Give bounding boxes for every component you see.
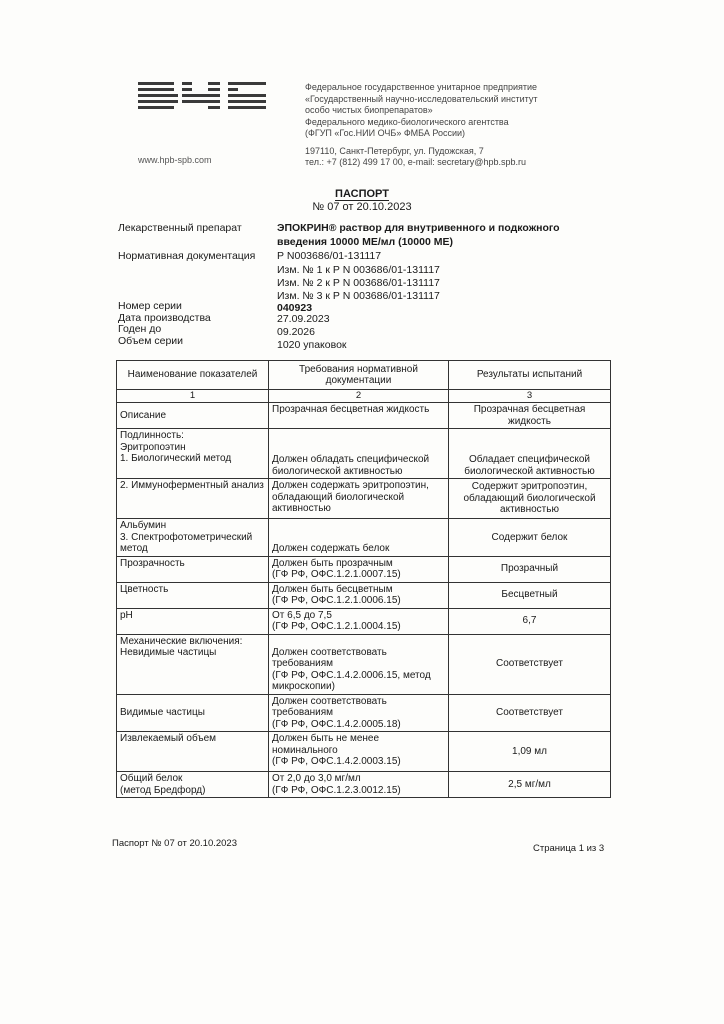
requirement-cell: Должен обладать специфической биологической активностью — [269, 429, 449, 479]
footer-page-number: Страница 1 из 3 — [533, 843, 605, 854]
column-header-indicator: Наименование показателей — [117, 361, 269, 390]
indicator-cell: Описание — [117, 403, 269, 429]
address-line: 197110, Санкт-Петербург, ул. Пудожская, 7 — [305, 146, 484, 156]
requirement-cell: От 6,5 до 7,5 (ГФ РФ, ОФС.1.2.1.0004.15) — [269, 608, 449, 634]
table-row — [117, 732, 611, 772]
table-row — [117, 634, 611, 694]
normdoc-line4: Изм. № 3 к Р N 003686/01-131117 — [277, 290, 440, 302]
column-number: 2 — [269, 390, 449, 403]
document-title — [0, 188, 724, 200]
table-row — [117, 608, 611, 634]
result-cell: Содержит белок — [449, 519, 611, 557]
indicator-cell: Подлинность: Эритропоэтин 1. Биологический метод — [117, 429, 269, 479]
batch-volume-value: 1020 упаковок — [277, 339, 347, 351]
indicator-cell: pH — [117, 608, 269, 634]
indicator-cell: Механические включения: Невидимые частицы — [117, 634, 269, 694]
result-cell: Обладает специфической биологической активностью — [449, 429, 611, 479]
result-cell: Соответствует — [449, 694, 611, 732]
indicator-cell: Видимые частицы — [117, 694, 269, 732]
column-number: 3 — [449, 390, 611, 403]
normdoc-label: Нормативная документация — [118, 250, 256, 262]
drug-value-line1: ЭПОКРИН® раствор для внутривенного и подкожного — [277, 222, 560, 234]
normdoc-line3: Изм. № 2 к Р N 003686/01-131117 — [277, 277, 440, 289]
series-label: Номер серии — [118, 300, 182, 312]
institute-logo — [138, 80, 266, 114]
requirement-cell: Должен быть бесцветным (ГФ РФ, ОФС.1.2.1.0006.15) — [269, 582, 449, 608]
document-subtitle: № 07 от 20.10.2023 — [312, 201, 412, 213]
production-date-label: Дата производства — [118, 312, 211, 324]
test-results-table — [116, 360, 611, 798]
result-cell: Бесцветный — [449, 582, 611, 608]
result-cell: 2,5 мг/мл — [449, 772, 611, 798]
normdoc-line1: Р N003686/01-131117 — [277, 250, 382, 262]
organization-address — [305, 146, 526, 168]
column-header-results: Результаты испытаний — [449, 361, 611, 390]
footer-passport-ref: Паспорт № 07 от 20.10.2023 — [112, 838, 238, 849]
table-row — [117, 556, 611, 582]
indicator-cell: Общий белок (метод Бредфорд) — [117, 772, 269, 798]
drug-label: Лекарственный препарат — [118, 222, 242, 234]
result-cell: Прозрачный — [449, 556, 611, 582]
indicator-cell: 2. Иммуноферментный анализ — [117, 479, 269, 519]
indicator-cell: Извлекаемый объем — [117, 732, 269, 772]
column-number-row — [117, 390, 611, 403]
table-row — [117, 429, 611, 479]
production-date-value: 27.09.2023 — [277, 313, 330, 325]
organization-name: Федеральное государственное унитарное предприятие «Государственный научно-исследовательский институт особо чистых биопрепаратов» Федерального медико-биологического агентства (ФГУП «Гос.НИИ ОЧБ» ФМБА России) — [305, 82, 538, 138]
table-row — [117, 479, 611, 519]
normdoc-line2: Изм. № 1 к Р N 003686/01-131117 — [277, 264, 440, 276]
indicator-cell: Цветность — [117, 582, 269, 608]
column-header-requirements: Требования нормативной документации — [269, 361, 449, 390]
drug-value-line2: введения 10000 МЕ/мл (10000 МЕ) — [277, 236, 453, 248]
table-row — [117, 582, 611, 608]
result-cell: Содержит эритропоэтин, обладающий биологической активностью — [449, 479, 611, 519]
requirement-cell: Прозрачная бесцветная жидкость — [269, 403, 449, 429]
expiry-value: 09.2026 — [277, 326, 315, 338]
result-cell: 6,7 — [449, 608, 611, 634]
title-text: ПАСПОРТ — [335, 188, 389, 200]
result-cell: Прозрачная бесцветная жидкость — [449, 403, 611, 429]
requirement-cell: От 2,0 до 3,0 мг/мл (ГФ РФ, ОФС.1.2.3.0012.15) — [269, 772, 449, 798]
table-header-row — [117, 361, 611, 390]
indicator-cell: Прозрачность — [117, 556, 269, 582]
expiry-label: Годен до — [118, 323, 162, 335]
result-cell: 1,09 мл — [449, 732, 611, 772]
batch-volume-label: Объем серии — [118, 335, 184, 347]
table-row — [117, 694, 611, 732]
indicator-cell: Альбумин 3. Спектрофотометрический метод — [117, 519, 269, 557]
table-row — [117, 772, 611, 798]
requirement-cell: Должен соответствовать требованиям (ГФ РФ, ОФС.1.4.2.0005.18) — [269, 694, 449, 732]
requirement-cell: Должен быть прозрачным (ГФ РФ, ОФС.1.2.1.0007.15) — [269, 556, 449, 582]
column-number: 1 — [117, 390, 269, 403]
requirement-cell: Должен быть не менее номинального (ГФ РФ, ОФС.1.4.2.0003.15) — [269, 732, 449, 772]
website-link[interactable]: www.hpb-spb.com — [138, 155, 212, 165]
requirement-cell: Должен соответствовать требованиям (ГФ РФ, ОФС.1.4.2.0006.15, метод микроскопии) — [269, 634, 449, 694]
contacts-line: тел.: +7 (812) 499 17 00, e-mail: secretary@hpb.spb.ru — [305, 157, 526, 167]
table-row — [117, 519, 611, 557]
series-value: 040923 — [277, 302, 313, 314]
result-cell: Соответствует — [449, 634, 611, 694]
requirement-cell: Должен содержать эритропоэтин, обладающий биологической активностью — [269, 479, 449, 519]
table-row — [117, 403, 611, 429]
requirement-cell: Должен содержать белок — [269, 519, 449, 557]
